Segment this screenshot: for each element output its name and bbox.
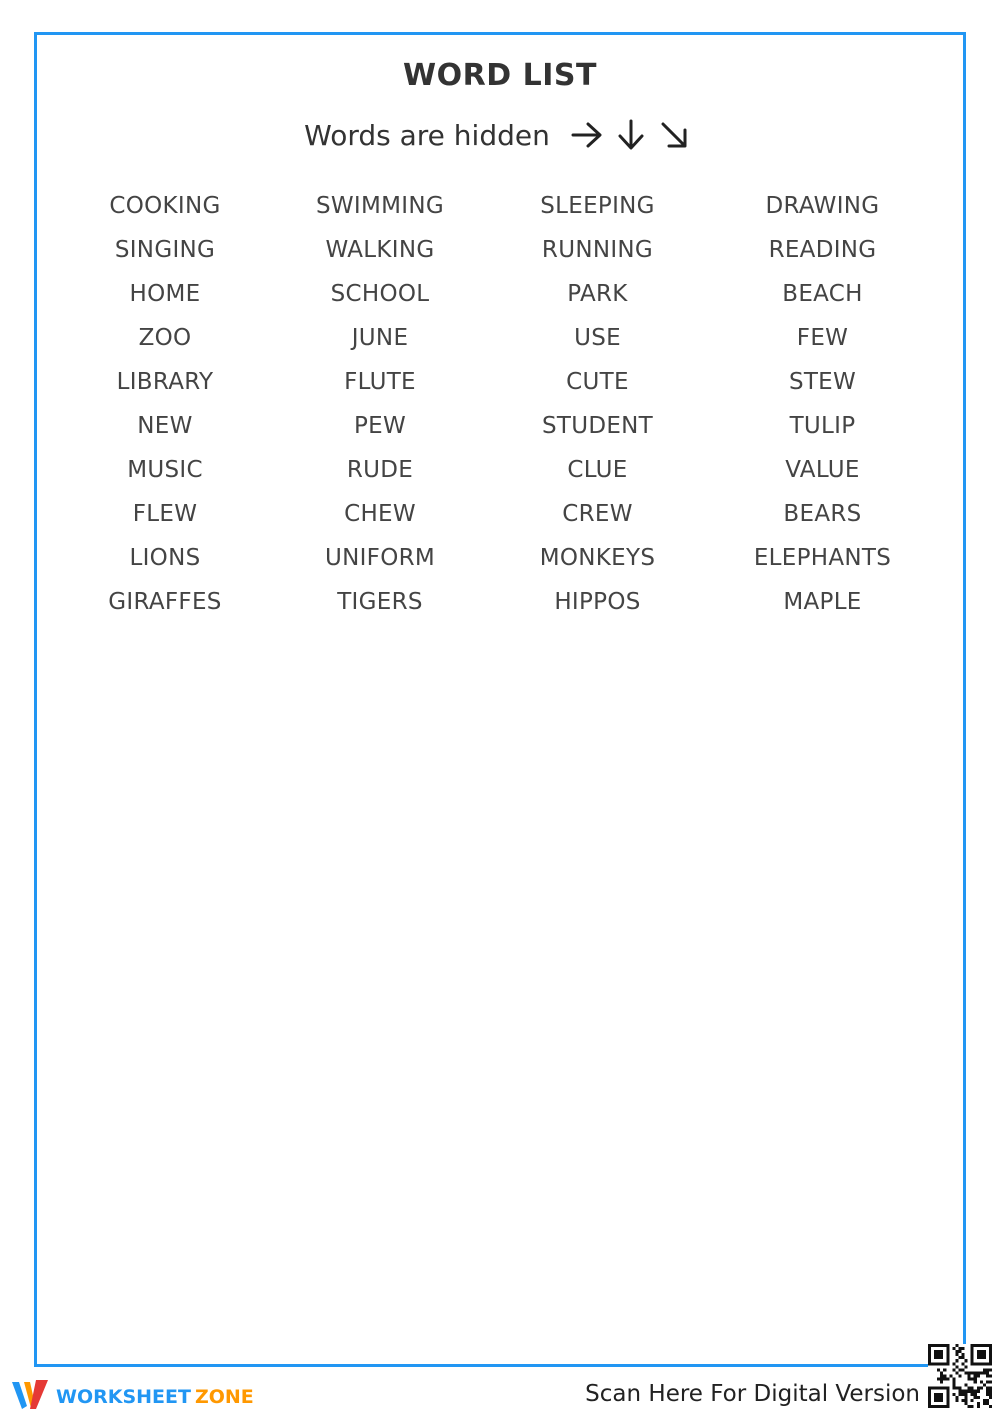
word-list-item: GIRAFFES xyxy=(108,589,222,615)
word-list-item: LIBRARY xyxy=(116,369,214,395)
word-list-item: DRAWING xyxy=(765,193,880,219)
word-list-item: SINGING xyxy=(114,237,216,263)
logo-mark-icon xyxy=(10,1378,50,1416)
arrow-down-icon xyxy=(616,118,646,152)
word-list-item: PEW xyxy=(353,413,407,439)
word-list-item: FEW xyxy=(796,325,849,351)
word-list-item: NEW xyxy=(137,413,193,439)
worksheet-zone-logo xyxy=(10,1378,254,1416)
word-list-grid xyxy=(60,184,930,624)
word-list-item: CUTE xyxy=(566,369,629,395)
word-list-item: USE xyxy=(574,325,621,351)
word-list-item: BEACH xyxy=(782,281,863,307)
brand-name-secondary: ZONE xyxy=(194,1386,254,1408)
word-list-item: COOKING xyxy=(109,193,221,219)
word-list-item: PARK xyxy=(567,281,628,307)
word-list-item: BEARS xyxy=(783,501,862,527)
word-list-item: SLEEPING xyxy=(540,193,655,219)
word-list-item: UNIFORM xyxy=(324,545,436,571)
word-list-item: LIONS xyxy=(129,545,201,571)
arrow-right-icon xyxy=(570,120,604,150)
word-list-item: RUDE xyxy=(346,457,414,483)
word-list-item: STEW xyxy=(788,369,857,395)
arrow-down-right-icon xyxy=(658,119,690,151)
direction-hint-text: Words are hidden xyxy=(304,118,550,152)
word-list-item: CHEW xyxy=(344,501,416,527)
brand-name-primary: WORKSHEET xyxy=(56,1386,191,1408)
word-list-item: MAPLE xyxy=(783,589,862,615)
word-list-item: MONKEYS xyxy=(539,545,656,571)
qr-code-icon[interactable] xyxy=(928,1344,992,1408)
word-list-item: TULIP xyxy=(789,413,856,439)
word-list-item: TIGERS xyxy=(337,589,423,615)
word-list-item: MUSIC xyxy=(127,457,203,483)
page-title: WORD LIST xyxy=(403,58,597,93)
word-list-item: RUNNING xyxy=(541,237,654,263)
word-list-item: ELEPHANTS xyxy=(753,545,892,571)
word-list-item: READING xyxy=(768,237,877,263)
word-list-item: VALUE xyxy=(785,457,860,483)
word-list-item: HOME xyxy=(129,281,201,307)
word-list-item: HIPPOS xyxy=(554,589,641,615)
word-list-item: JUNE xyxy=(351,325,409,351)
word-list-item: STUDENT xyxy=(541,413,654,439)
word-list-item: CREW xyxy=(562,501,633,527)
word-list-item: SWIMMING xyxy=(315,193,445,219)
word-list-item: FLEW xyxy=(132,501,198,527)
scan-instruction: Scan Here For Digital Version xyxy=(585,1381,920,1407)
word-list-item: WALKING xyxy=(325,237,435,263)
word-list-item: SCHOOL xyxy=(330,281,430,307)
word-list-item: CLUE xyxy=(567,457,628,483)
word-list-item: ZOO xyxy=(138,325,192,351)
word-list-item: FLUTE xyxy=(344,369,416,395)
direction-hint xyxy=(0,118,1000,152)
